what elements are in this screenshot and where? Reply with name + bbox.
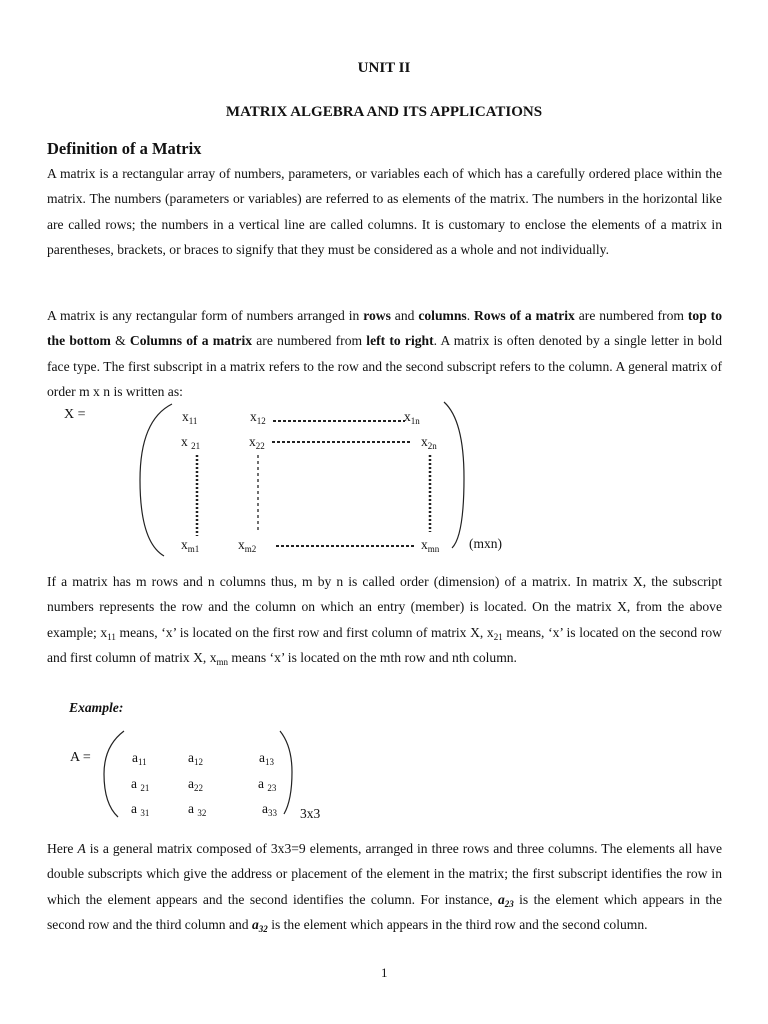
- chapter-title: MATRIX ALGEBRA AND ITS APPLICATIONS: [225, 104, 543, 120]
- matrix-x-element-21: x $_{21}$: [181, 434, 201, 451]
- matrix-a-label: A =: [70, 750, 91, 765]
- matrix-x-element-11: $x_{11}$: [182, 409, 198, 426]
- matrix-a-element-33: $a_{33}$: [262, 801, 277, 818]
- matrix-x-label: X =: [64, 407, 86, 422]
- matrix-x-element-2n: $x_{2n}$: [421, 434, 437, 451]
- matrix-x-element-m1: $x_{m1}$: [181, 537, 200, 554]
- matrix-x-element-1n: $x_{1n}$: [404, 409, 420, 426]
- paragraph-order: If a matrix has m rows and n columns thus, m by n is called order (dimension) of a matrix. In matrix X, the subscript numbers represents the row and the column on which an entry (member) is located. On the matrix X, from the above example; $x_{11}$ means, ‘x’ is located on the first row and first column of matrix X, $x_{21}$ means, ‘x’ is located on the second row and first column of matrix X, $x_{mn}$ means ‘x’ is located on the mth row and nth column.: [47, 574, 722, 667]
- matrix-a-element-11: $a_{11}$: [132, 750, 147, 767]
- unit-title: UNIT II: [357, 60, 411, 76]
- section-heading: Definition of a Matrix: [47, 139, 202, 158]
- paragraph-definition: A matrix is a rectangular array of numbers, parameters, or variables each of which has a carefully ordered place within the matrix. The numbers (parameters or variables) are referred to as elements of the matrix. The numbers in the horizontal like are called rows; the numbers in a vertical line are called columns. It is customary to enclose the elements of a matrix in parentheses, brackets, or braces to signify that they must be considered as a whole and not individually.: [47, 166, 722, 257]
- matrix-a-element-32: a $_{32}$: [188, 801, 207, 818]
- matrix-x-element-22: $x_{22}$: [249, 434, 265, 451]
- matrix-x-element-m2: $x_{m2}$: [238, 537, 257, 554]
- matrix-x-order: (mxn): [469, 536, 502, 551]
- paragraph-example-explanation: Here A is a general matrix composed of 3x3=9 elements, arranged in three rows and three columns. The elements all have double subscripts which give the address or placement of the element in the matrix; the first subscript identifies the row in which the element appears and the second identifies the column. For instance, $a_{23}$ is the element which appears in the second row and the third column and $a_{32}$ is the element which appears in the third row and the second column.: [47, 841, 723, 934]
- matrix-x-element-12: $x_{12}$: [250, 409, 266, 426]
- matrix-a-element-12: $a_{12}$: [188, 750, 203, 767]
- matrix-x-element-mn: $x_{mn}$: [421, 537, 440, 554]
- matrix-a-element-31: a $_{31}$: [131, 801, 150, 818]
- example-label: Example:: [69, 700, 124, 715]
- matrix-a-order: 3x3: [300, 806, 321, 821]
- matrix-a-element-21: a $_{21}$: [131, 776, 150, 793]
- matrix-a-element-22: $a_{22}$: [188, 776, 203, 793]
- paragraph-rows-columns: A matrix is any rectangular form of numbers arranged in rows and columns. Rows of a matrix are numbered from top to the bottom & Columns of a matrix are numbered from left to right. A matrix is often denoted by a single letter in bold face type. The first subscript in a matrix refers to the row and the second subscript refers to the column. A general matrix of order m x n is written as:: [47, 308, 723, 399]
- matrix-a-element-23: a $_{23}$: [258, 776, 277, 793]
- matrix-a-element-13: $a_{13}$: [259, 750, 274, 767]
